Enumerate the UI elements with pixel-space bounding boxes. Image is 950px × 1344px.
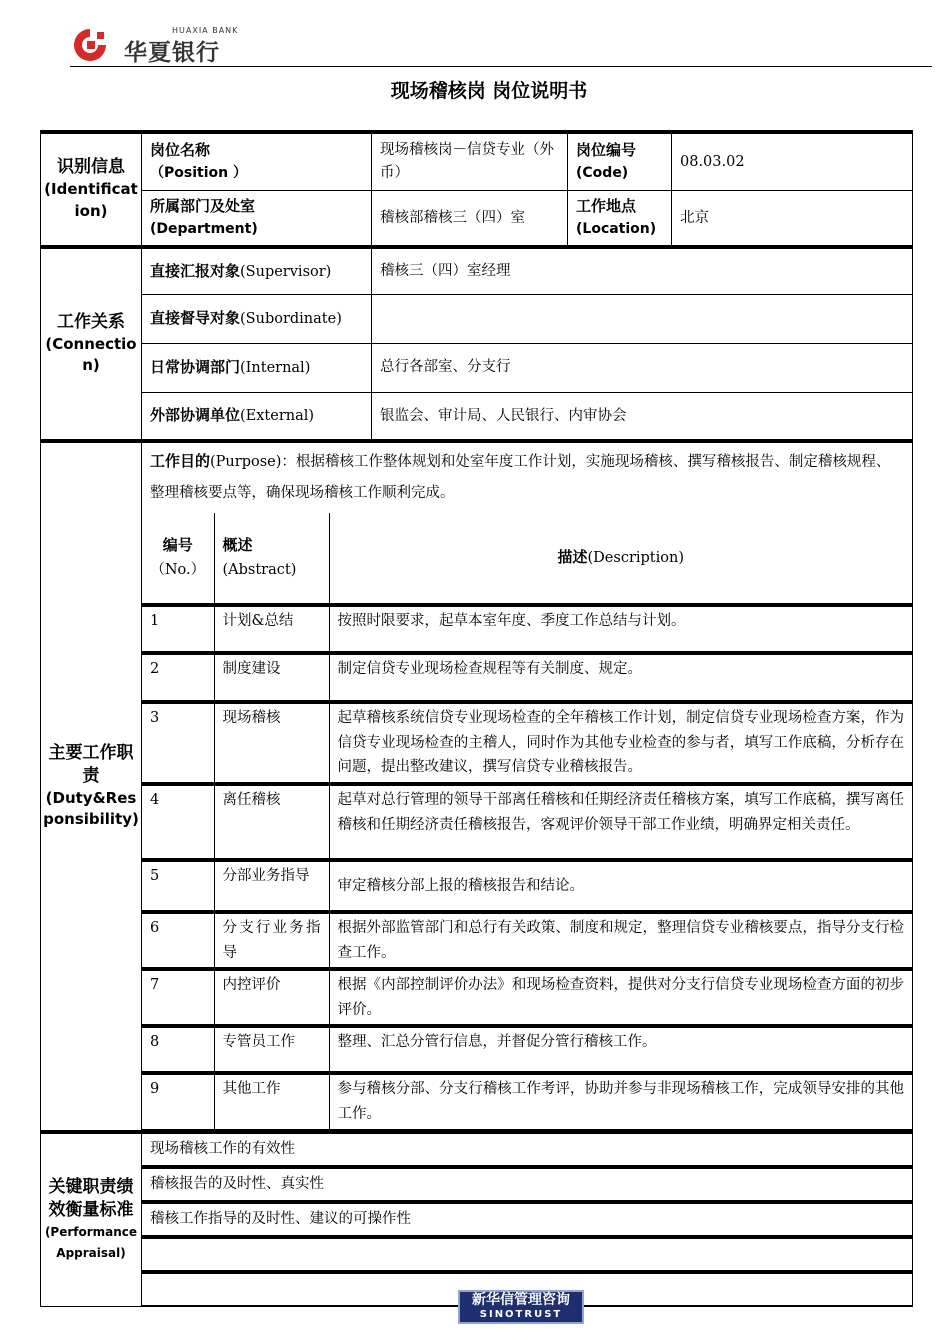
duty-row: [142, 969, 912, 1026]
duty-no: 9: [142, 1073, 214, 1129]
duty-description: 整理、汇总分管行信息，并督促分管行稽核工作。: [329, 1026, 912, 1073]
department-label-cell: [142, 190, 372, 247]
kpi-title: 关键职责绩效衡量标准: [48, 1176, 134, 1220]
duty-row: [142, 860, 912, 912]
location-label-cell: [568, 190, 672, 247]
duty-description: 起草对总行管理的领导干部离任稽核和任期经济责任稽核方案，填写工作底稿，撰写离任稽核和任期经济责任稽核报告，客观评价领导干部工作业绩，明确界定相关责任。: [329, 784, 912, 860]
department-value: 稽核部稽核三（四）室: [372, 190, 568, 247]
duty-no: 1: [142, 605, 214, 653]
duty-row: [142, 912, 912, 969]
connection-section-header: [41, 247, 142, 441]
duty-abstract: 现场稽核: [214, 702, 329, 784]
subordinate-value: [372, 294, 913, 343]
duty-title: 主要工作职责: [48, 742, 134, 786]
duty-description: 按照时限要求，起草本室年度、季度工作总结与计划。: [329, 605, 912, 653]
external-value: 银监会、审计局、人民银行、内审协会: [372, 392, 913, 441]
duty-abstract: 离任稽核: [214, 784, 329, 860]
subordinate-label-en: (Subordinate): [240, 310, 342, 327]
position-label: 岗位名称: [150, 141, 211, 160]
col-header-description: [329, 513, 912, 605]
duty-row: [142, 784, 912, 860]
duty-description: 起草稽核系统信贷专业现场检查的全年稽核工作计划，制定信贷专业现场检查方案，作为信贷专业现场检查的主稽人，同时作为其他专业检查的参与者，填写工作底稿，分析存在问题，提出整改建议，撰写信贷专业稽核报告。: [329, 702, 912, 784]
identification-title-en: (Identification): [44, 180, 138, 220]
duty-description: 根据外部监管部门和总行有关政策、制度和规定，整理信贷专业稽核要点，指导分支行检查工作。: [329, 912, 912, 969]
duty-description: 根据《内部控制评价办法》和现场检查资料，提供对分支行信贷专业现场检查方面的初步评价。: [329, 969, 912, 1026]
duty-row: [142, 653, 912, 702]
kpi-item: 现场稽核工作的有效性: [142, 1134, 912, 1167]
col-desc-label: 描述: [557, 548, 588, 567]
department-label: 所属部门及处室: [150, 197, 256, 216]
location-label-en: (Location): [576, 220, 657, 237]
purpose-label-en: (Purpose)：: [210, 454, 296, 470]
purpose-label: 工作目的: [150, 452, 211, 470]
brand-name-cn: 华夏银行: [124, 40, 220, 66]
connection-title-en: (Connection): [45, 334, 137, 375]
col-no-label: 编号: [162, 535, 193, 554]
duty-abstract: 专管员工作: [214, 1026, 329, 1073]
kpi-content: [142, 1132, 913, 1307]
duty-abstract: 内控评价: [214, 969, 329, 1026]
identification-title: 识别信息: [57, 157, 125, 178]
identification-section-header: [41, 132, 142, 247]
position-label-en: （Position ）: [150, 164, 247, 181]
department-label-en: (Department): [150, 220, 258, 237]
footer-brand-en: SINOTRUST: [479, 1309, 563, 1320]
duty-no: 8: [142, 1026, 214, 1073]
duty-abstract: 分部业务指导: [214, 860, 329, 912]
location-value: 北京: [672, 190, 913, 247]
subordinate-label-cell: [142, 294, 372, 343]
footer-brand-cn: 新华信管理咨询: [472, 1292, 570, 1308]
subordinate-label: 直接督导对象: [150, 308, 241, 327]
duty-abstract: 分支行业务指导: [214, 912, 329, 969]
job-description-table: [40, 130, 913, 1307]
kpi-item: [142, 1237, 912, 1272]
col-abstract-label-en: (Abstract): [222, 562, 297, 579]
huaxia-bank-logo-icon: [70, 26, 110, 64]
supervisor-value: 稽核三（四）室经理: [372, 247, 913, 294]
kpi-item: 稽核工作指导的及时性、建议的可操作性: [142, 1202, 912, 1237]
duty-no: 5: [142, 860, 214, 912]
kpi-title-en: (Performance Appraisal): [44, 1224, 138, 1260]
work-purpose: [142, 443, 912, 513]
position-value: 现场稽核岗－信贷专业（外币）: [372, 132, 568, 190]
duty-row: [142, 1073, 912, 1129]
duty-content: [142, 441, 913, 1132]
duty-no: 7: [142, 969, 214, 1026]
col-header-no: [142, 513, 214, 605]
supervisor-label: 直接汇报对象: [150, 261, 241, 280]
duty-row: [142, 1026, 912, 1073]
col-abstract-label: 概述: [222, 535, 253, 554]
duty-section-header: [41, 441, 142, 1132]
purpose-text: 根据稽核工作整体规划和处室年度工作计划，实施现场稽核、撰写稽核报告、制定稽核规程、整理稽核要点等，确保现场稽核工作顺利完成。: [150, 454, 891, 502]
sinotrust-logo: [458, 1290, 584, 1324]
internal-value: 总行各部室、分支行: [372, 343, 913, 392]
external-label-cell: [142, 392, 372, 441]
internal-label-cell: [142, 343, 372, 392]
external-label-en: (External): [240, 408, 315, 425]
code-label-en: (Code): [576, 164, 629, 181]
duty-table-header-row: [142, 513, 912, 605]
code-label-cell: [568, 132, 672, 190]
location-label: 工作地点: [576, 197, 637, 216]
duty-row: [142, 605, 912, 653]
code-value: 08.03.02: [672, 132, 913, 190]
page-header: [70, 18, 932, 67]
brand-name-en: HUAXIA BANK: [172, 26, 239, 35]
duty-abstract: 制度建设: [214, 653, 329, 702]
duty-no: 3: [142, 702, 214, 784]
col-no-label-en: （No.）: [150, 562, 206, 579]
kpi-section-header: [41, 1132, 142, 1307]
duty-no: 4: [142, 784, 214, 860]
kpi-table: [142, 1134, 912, 1306]
duty-description: 参与稽核分部、分支行稽核工作考评，协助并参与非现场稽核工作，完成领导安排的其他工作。: [329, 1073, 912, 1129]
position-label-cell: [142, 132, 372, 190]
kpi-item: 稽核报告的及时性、真实性: [142, 1167, 912, 1202]
duty-description: 审定稽核分部上报的稽核报告和结论。: [329, 860, 912, 912]
code-label: 岗位编号: [576, 141, 637, 160]
duty-abstract: 计划&总结: [214, 605, 329, 653]
internal-label-en: (Internal): [240, 359, 311, 376]
document-title: 现场稽核岗 岗位说明书: [390, 80, 588, 102]
col-desc-label-en: (Description): [587, 550, 684, 567]
duty-no: 6: [142, 912, 214, 969]
supervisor-label-en: (Supervisor): [240, 263, 332, 280]
duty-no: 2: [142, 653, 214, 702]
connection-title: 工作关系: [57, 311, 125, 332]
duty-description: 制定信贷专业现场检查规程等有关制度、规定。: [329, 653, 912, 702]
duty-row: [142, 702, 912, 784]
supervisor-label-cell: [142, 247, 372, 294]
col-header-abstract: [214, 513, 329, 605]
external-label: 外部协调单位: [150, 406, 241, 425]
duty-title-en: (Duty&Responsibility): [43, 788, 139, 829]
duty-abstract: 其他工作: [214, 1073, 329, 1129]
duty-items-table: [142, 513, 912, 1130]
internal-label: 日常协调部门: [150, 357, 241, 376]
